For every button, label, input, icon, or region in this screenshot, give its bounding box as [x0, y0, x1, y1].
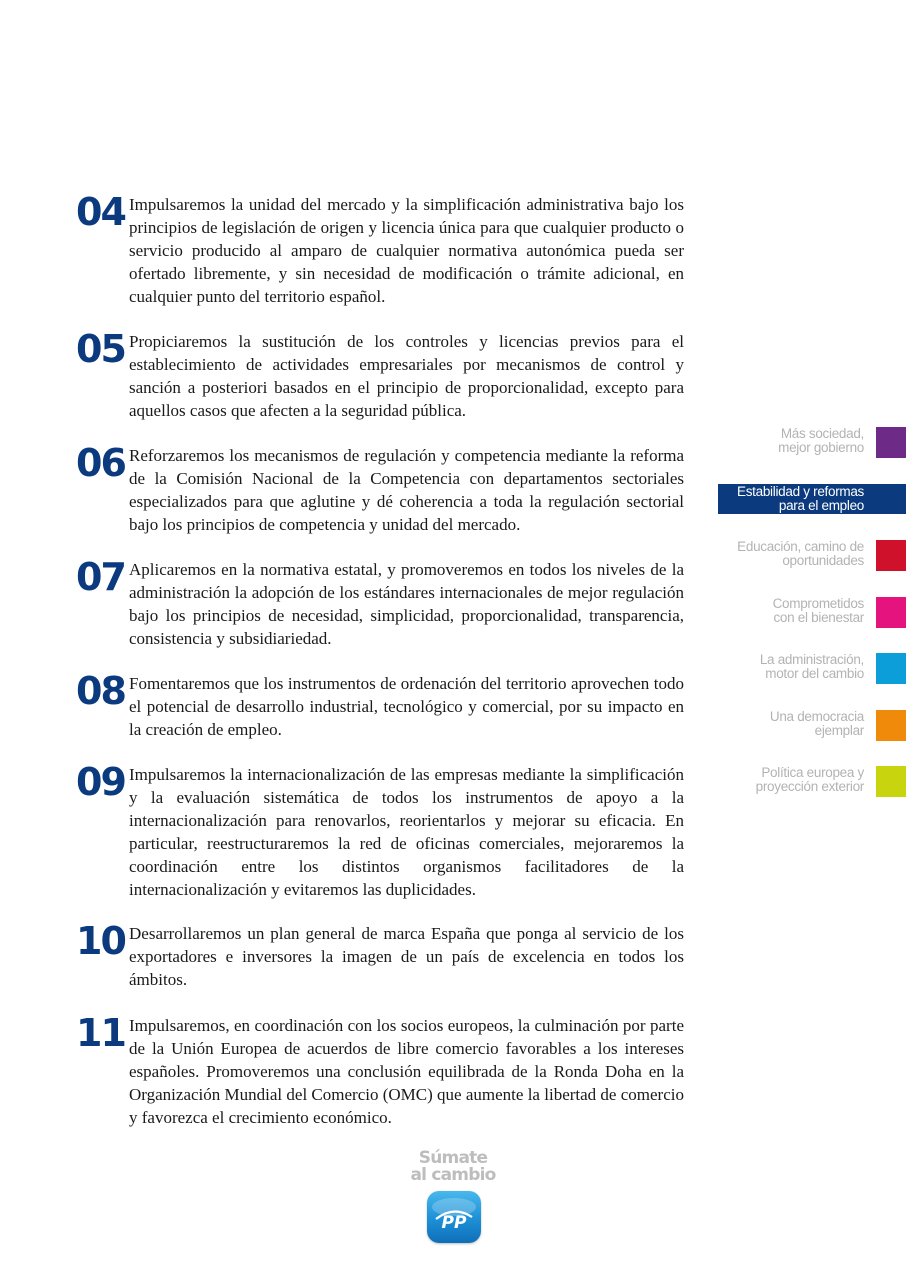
pp-logo — [427, 1191, 481, 1243]
proposal-04 — [76, 190, 684, 309]
sidebar-item-label: Una democracia ejemplar — [769, 709, 864, 738]
sidebar-item-label: La administración, motor del cambio — [759, 652, 864, 681]
proposal-text: Aplicaremos en la normativa estatal, y promoveremos en todos los niveles de la administración la adopción de los estándares internacionales de mejor regulación bajo los principios de necesidad, simplicidad, proporcionalidad, transparencia, consistencia y subsidiariedad. — [129, 560, 684, 648]
color-swatch — [876, 653, 906, 684]
proposal-05 — [76, 327, 684, 423]
sidebar-item-label: Comprometidos con el bienestar — [772, 596, 864, 625]
proposal-text: Impulsaremos la internacionalización de las empresas mediante la simplificación y la evaluación sistemática de todos los instrumentos de apoyo a la internacionalización para renovarlos, reorientarlos y mejorar su eficacia. En particular, reestructuraremos la red de oficinas comerciales, mejoraremos la coordinación entre los distintos organismos facilitadores de la internacionalización y evitaremos las duplicidades. — [129, 765, 684, 899]
sidebar-item-comprometidos[interactable] — [716, 597, 906, 629]
proposal-text: Desarrollaremos un plan general de marca España que ponga al servicio de los exportadores e inversores la imagen de un país de excelencia en todos los ámbitos. — [129, 924, 684, 989]
sidebar-item-estabilidad-active[interactable] — [718, 484, 906, 514]
sidebar-item-label: Educación, camino de oportunidades — [737, 539, 864, 568]
proposal-06 — [76, 441, 684, 537]
sidebar-item-politica-europea[interactable] — [716, 766, 906, 798]
proposal-07 — [76, 555, 684, 651]
color-swatch — [876, 427, 906, 458]
proposal-08 — [76, 669, 684, 742]
proposal-09 — [76, 760, 684, 901]
color-swatch — [876, 540, 906, 571]
sidebar-item-administracion[interactable] — [716, 653, 906, 685]
sidebar-item-mas-sociedad[interactable] — [716, 427, 906, 459]
proposal-number: 09 — [76, 760, 125, 804]
proposal-10 — [76, 919, 684, 992]
proposal-number: 06 — [76, 441, 125, 485]
proposal-text: Impulsaremos la unidad del mercado y la simplificación administrativa bajo los principios de legislación de origen y licencia única para que cualquier producto o servicio producido al amparo de cualquier normativa autonómica pueda ser ofertado libremente, y sin necesidad de modificación o trámite adicional, en cualquier punto del territorio español. — [129, 195, 684, 306]
sidebar-item-democracia[interactable] — [716, 710, 906, 742]
proposal-number: 10 — [76, 919, 125, 963]
proposal-text: Fomentaremos que los instrumentos de ordenación del territorio aprovechen todo el potencial de desarrollo industrial, tecnológico y comercial, por su impacto en la creación de empleo. — [129, 674, 684, 739]
color-swatch — [876, 710, 906, 741]
sidebar-item-educacion[interactable] — [716, 540, 906, 572]
proposal-number: 05 — [76, 327, 125, 371]
proposal-number: 04 — [76, 190, 125, 234]
proposal-text: Reforzaremos los mecanismos de regulación y competencia mediante la reforma de la Comisión Nacional de la Competencia con departamentos sectoriales especializados para que aglutine y dé coherencia a toda la regulación sectorial bajo los principios de competencia y unidad del mercado. — [129, 446, 684, 534]
color-swatch — [876, 766, 906, 797]
sidebar-item-label: Más sociedad, mejor gobierno — [778, 426, 864, 455]
proposal-number: 07 — [76, 555, 125, 599]
sidebar-item-label: Estabilidad y reformas para el empleo — [737, 484, 864, 513]
sidebar-item-label: Política europea y proyección exterior — [755, 765, 864, 794]
proposal-11 — [76, 1011, 684, 1130]
proposal-number: 11 — [76, 1011, 125, 1055]
logo-text: PP — [441, 1213, 467, 1233]
proposal-text: Impulsaremos, en coordinación con los socios europeos, la culminación por parte de la Unión Europea de acuerdos de libre comercio favorables a los intereses españoles. Promoveremos una conclusión equilibrada de la Ronda Doha en la Organización Mundial del Comercio (OMC) que aumente la libertad de comercio y favorezca el crecimiento económico. — [129, 1016, 684, 1127]
color-swatch — [876, 597, 906, 628]
footer-slogan: Súmate al cambio — [410, 1148, 496, 1185]
proposal-text: Propiciaremos la sustitución de los controles y licencias previos para el establecimiento de actividades empresariales por mecanismos de control y sanción a posteriori basados en el principio de proporcionalidad, excepto para aquellos casos que afecten a la seguridad pública. — [129, 332, 684, 420]
pp-logo-icon — [427, 1191, 481, 1243]
proposal-number: 08 — [76, 669, 125, 713]
